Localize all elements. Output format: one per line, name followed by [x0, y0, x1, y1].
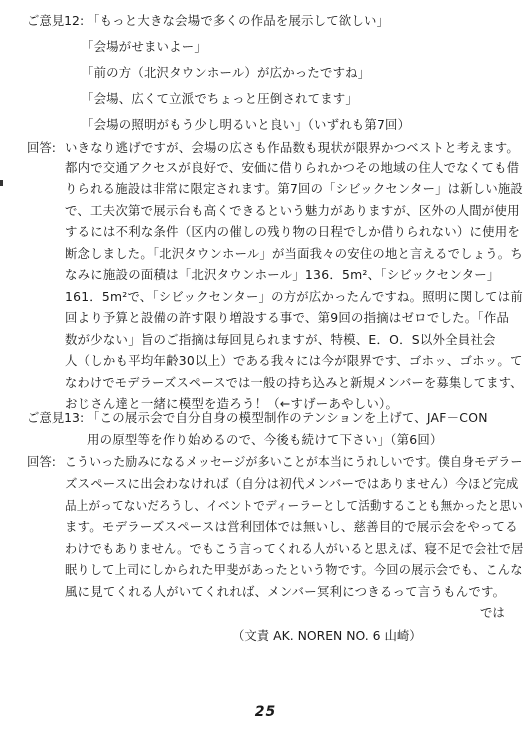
answer12-line-3: りられる施設は非常に限定されます。第7回の「シビックセンター」は新しい施設 — [65, 181, 523, 196]
answer13-line-2: ズスペースに出会わなければ（自分は初代メンバーではありません）今ほど完成 — [65, 476, 519, 491]
answer12-line-10: 数が少ない」旨のご指摘は毎回見られますが、特模、E．O．S以外全員社会 — [65, 332, 496, 347]
opinion13-line-2: 用の原型等を作り始めるので、今後も続けて下さい」（第6回） — [87, 432, 443, 447]
answer12-line-9: 回より予算と設備の許す限り増設する事で、第9回の指摘はゼロでした。「作品 — [65, 310, 510, 325]
answer13-closing: では — [480, 605, 505, 620]
answer12-line-7: なみに施設の面積は「北沢タウンホール」136．5m²、「シビックセンター」 — [65, 267, 500, 282]
opinion12-quote-3: 「前の方（北沢タウンホール）が広かったですね」 — [81, 65, 371, 80]
opinion13-line-1: 「この展示会で自分自身の模型制作のテンションを上げて、JAF－CON — [87, 410, 488, 425]
answer12-line-2: 都内で交通アクセスが良好で、安価に借りられかつその地域の住人でなくても借 — [65, 160, 520, 175]
answer13-line-6: 眠りして上司にしかられた甲斐があったという物です。今回の展示会でも、こんな — [65, 562, 523, 577]
answer12-line-6: 断念しました。「北沢タウンホール」が当面我々の安住の地と言えるでしょう。ち — [65, 246, 523, 261]
answer13-label: 回答: — [27, 454, 56, 469]
opinion12-quote-2: 「会場がせまいよー」 — [81, 39, 207, 54]
answer12-line-1: いきなり逃げですが、会場の広さも作品数も現状が限界かつベストと考えます。 — [65, 140, 520, 155]
answer12-line-5: するには不利な条件（区内の催しの残り物の日程でしか借りられない）に使用を — [65, 224, 521, 239]
answer13-signature: （文責 AK. NOREN NO. 6 山崎） — [232, 628, 422, 643]
opinion12-label: ご意見12: — [27, 13, 85, 28]
page-number: 25 — [254, 704, 277, 720]
answer13-line-3: 品上がってないだろうし、イベントでディーラーとして活動することも無かったと思い — [65, 498, 524, 513]
answer13-line-4: ます。モデラーズスペースは営利団体では無いし、慈善目的で展示会をやってる — [65, 519, 518, 534]
answer12-line-4: で、工夫次第で展示台も高くできるという魅力がありますが、区外の人間が使用 — [65, 203, 520, 218]
answer12-label: 回答: — [27, 140, 56, 155]
opinion13-label: ご意見13: — [27, 410, 85, 425]
answer13-line-5: わけでもありません。でもこう言ってくれる人がいると思えば、寝不足で会社で居 — [65, 541, 524, 556]
scan-edge-mark — [0, 180, 3, 186]
opinion12-quote-5: 「会場の照明がもう少し明るいと良い」（いずれも第7回） — [81, 117, 411, 132]
answer13-line-1: こういった励みになるメッセージが多いことが本当にうれしいです。僕自身モデラー — [65, 454, 523, 469]
answer13-line-7: 風に見てくれる人がいてくれれば、メンバー冥利につきるって言うもんです。 — [65, 584, 506, 599]
answer12-line-11: 人（しかも平均年齢30以上）である我々には今が限界です、ゴホッ、ゴホッ。て — [65, 353, 523, 368]
answer12-line-12: なわけでモデラーズスペースでは一般の持ち込みと新規メンバーを募集してます、 — [65, 375, 523, 390]
answer12-line-13: おじさん達と一緒に模型を造ろう！（←すげーあやしい）。 — [65, 396, 399, 411]
answer12-line-8: 161．5m²で、「シビックセンター」の方が広かったんですね。照明に関しては前 — [65, 289, 523, 304]
opinion12-quote-4: 「会場、広くて立派でちょっと圧倒されてます」 — [81, 91, 358, 106]
opinion12-quote-1: 「もっと大きな会場で多くの作品を展示して欲しい」 — [87, 13, 390, 28]
